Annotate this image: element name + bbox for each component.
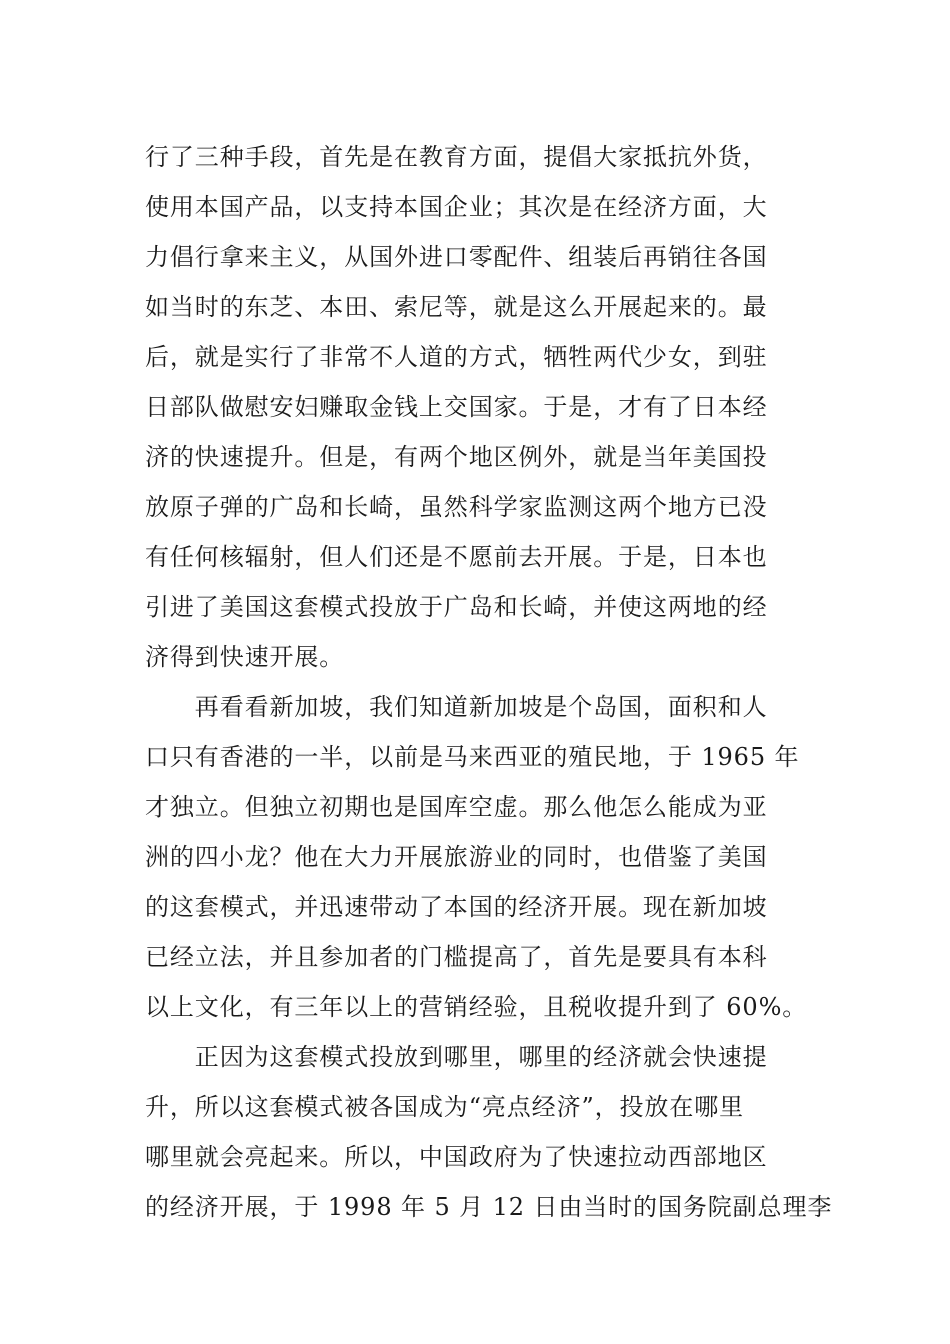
text-line: 的经济开展，于 1998 年 5 月 12 日由当时的国务院副总理李 — [145, 1193, 833, 1221]
text-line: 力倡行拿来主义，从国外进口零配件、组装后再销往各国 — [145, 243, 768, 271]
text-line: 口只有香港的一半，以前是马来西亚的殖民地，于 1965 年 — [145, 743, 800, 771]
text-line: 济得到快速开展。 — [145, 643, 345, 671]
text-line: 日部队做慰安妇赚取金钱上交国家。于是，才有了日本经 — [145, 393, 768, 421]
text-line: 再看看新加坡，我们知道新加坡是个岛国，面积和人 — [145, 693, 768, 721]
text-line: 济的快速提升。但是，有两个地区例外，就是当年美国投 — [145, 443, 768, 471]
text-line: 如当时的东芝、本田、索尼等，就是这么开展起来的。最 — [145, 293, 768, 321]
text-line: 正因为这套模式投放到哪里，哪里的经济就会快速提 — [145, 1043, 768, 1071]
text-line: 哪里就会亮起来。所以，中国政府为了快速拉动西部地区 — [145, 1143, 768, 1171]
text-line: 才独立。但独立初期也是国库空虚。那么他怎么能成为亚 — [145, 793, 768, 821]
text-line: 放原子弹的广岛和长崎，虽然科学家监测这两个地方已没 — [145, 493, 768, 521]
text-line: 有任何核辐射，但人们还是不愿前去开展。于是，日本也 — [145, 543, 768, 571]
text-line: 的这套模式，并迅速带动了本国的经济开展。现在新加坡 — [145, 893, 768, 921]
text-line: 升，所以这套模式被各国成为“亮点经济”，投放在哪里 — [145, 1093, 745, 1121]
text-line: 引进了美国这套模式投放于广岛和长崎，并使这两地的经 — [145, 593, 768, 621]
text-line: 已经立法，并且参加者的门槛提高了，首先是要具有本科 — [145, 943, 768, 971]
body-text — [145, 132, 833, 1232]
text-line: 使用本国产品，以支持本国企业；其次是在经济方面，大 — [145, 193, 768, 221]
text-line: 后，就是实行了非常不人道的方式，牺牲两代少女，到驻 — [145, 343, 768, 371]
text-line: 洲的四小龙？他在大力开展旅游业的同时，也借鉴了美国 — [145, 843, 768, 871]
text-line: 行了三种手段，首先是在教育方面，提倡大家抵抗外货， — [145, 143, 768, 171]
text-line: 以上文化，有三年以上的营销经验，且税收提升到了 60%。 — [145, 993, 808, 1021]
